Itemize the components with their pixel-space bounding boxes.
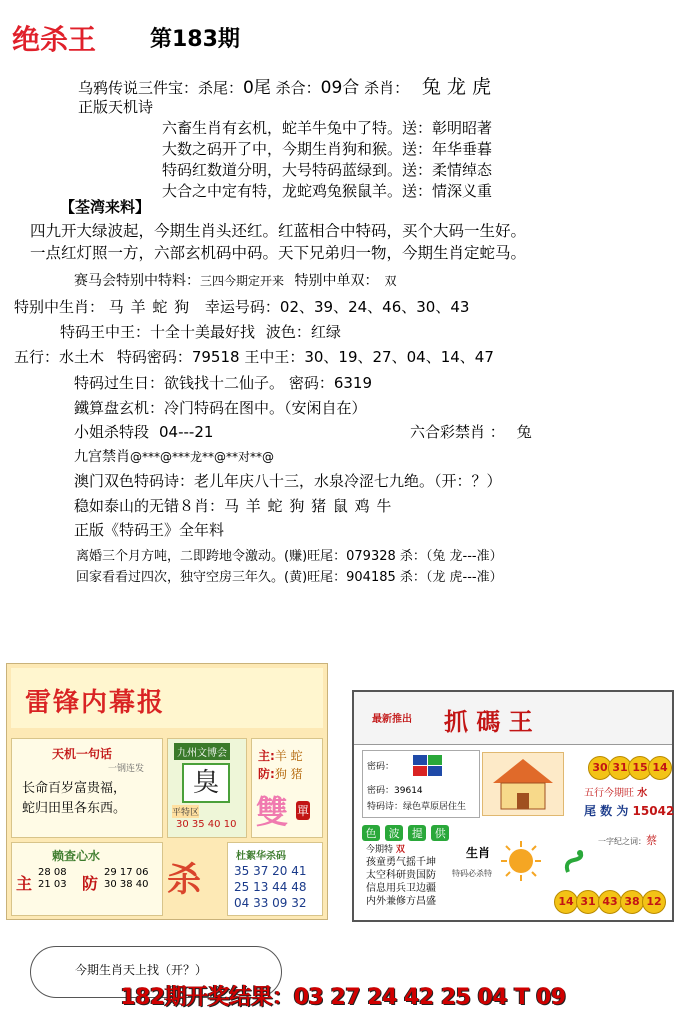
fang-line: 防:狗 猪: [258, 767, 303, 781]
wencuo-line: 稳如泰山的无错８肖：马 羊 蛇 狗 猪 鼠 鸡 牛: [74, 497, 393, 515]
yiju-zhuama: 一字纪之词：蔡: [598, 834, 657, 847]
saima-line: 赛马会特别中特料：三四今期定开来 特别中单双： 双: [74, 273, 397, 289]
yiju-label: 天机一句话: [52, 747, 113, 761]
zhuama-poem: 孩童勇气摇千坤 太空科研贵国防 信息用兵卫边疆 内外兼修方昌盛: [366, 857, 436, 907]
color-tags: 色 波 提 供: [362, 822, 449, 841]
bag-label: 九州文博会: [174, 743, 230, 760]
ball-top-1: 30: [588, 756, 612, 780]
sun-icon: [500, 840, 542, 882]
wuxing-line: 五行：水土木 特码密码：79518 王中王：30、19、27、04、14、47: [14, 348, 494, 366]
tiesuan-line: 鐵算盘玄机：冷门特码在图中。（安闲自在）: [74, 399, 367, 417]
ball-bottom-3: 43: [598, 890, 622, 914]
taiwan-label: 【荃湾来料】: [60, 198, 151, 216]
tebie-shengxiao-line: 特别中生肖： 马 羊 蛇 狗 幸运号码：02、39、24、46、30、43: [14, 298, 470, 316]
shama-box: [227, 842, 323, 916]
leifeng-title: 雷锋内幕报: [25, 688, 166, 718]
birthday-line: 特码过生日：欲钱找十二仙子。 密码：6319: [74, 374, 373, 392]
fang2-nums: 29 17 06 30 38 40: [104, 867, 149, 890]
dan-tag: 單: [296, 801, 310, 820]
lihun-lines: 离婚三个月方吨，二即跨地令激动。(赚)旺尾：079328 杀：（兔 龙---准） 回家看看过四次，独守空房三年久。(黄)旺尾：904185 杀：（龙 虎---准）: [76, 549, 503, 585]
xiaojie-line: 小姐杀特段 04---21: [74, 423, 214, 441]
big-char: 臭: [182, 763, 230, 803]
ball-top-4: 14: [648, 756, 672, 780]
shama-rows: 35 37 20 41 25 13 44 48 04 33 09 32: [234, 864, 307, 910]
liuhe-jinxiao: 六合彩禁肖 ： 兔: [410, 423, 532, 441]
shama-label: 杜絮华杀码: [236, 851, 286, 862]
jiugong-line: 九宫禁肖@***@***龙**@**对**@: [74, 449, 275, 465]
mima-box: [362, 750, 480, 818]
leifeng-header: [11, 668, 323, 728]
tianji-poem: 六畜生肖有玄机，蛇羊牛兔中了特。送：彰明昭著 大数之码开了中，今期生肖狗和猴。送：年华垂暮 特码红数道分明，大号特码蓝绿到。送：柔情绰态 大合之中定有特，龙蛇鸡兔猴鼠羊。送：情深义重: [162, 119, 493, 200]
ball-bottom-5: 12: [642, 890, 666, 914]
danshuang-line: 今期特 双: [366, 845, 405, 855]
illustration-image: [482, 752, 564, 816]
zhuama-title: 抓 碼 王: [444, 707, 533, 736]
xinshui-box: [11, 842, 163, 916]
mima-value-line: 密码：39614: [367, 786, 423, 796]
ball-top-3: 15: [628, 756, 652, 780]
wuya-line: 乌鸦传说三件宝：杀尾：0尾 杀合：09合 杀肖： 兔 龙 虎: [78, 76, 491, 98]
zhu2-char: 主: [16, 874, 33, 893]
yiju-sign: 一钢连发: [108, 764, 145, 774]
cloud-text: 今期生肖天上找（开？）: [75, 963, 208, 977]
ball-top-2: 31: [608, 756, 632, 780]
quannian-label: 正版《特码王》全年料: [74, 521, 225, 539]
zhuama-panel: [352, 690, 674, 922]
bag-box: [167, 738, 247, 838]
draw-result: 182期开奖结果：03 27 24 42 25 04 T 09: [120, 985, 566, 1010]
sha-char: 杀: [167, 860, 201, 900]
snake-icon: [562, 848, 592, 878]
ball-bottom-2: 31: [576, 890, 600, 914]
pingte-nums: 30 35 40 10: [176, 819, 237, 830]
fang2-char: 防: [82, 874, 99, 893]
aomen-line: 澳门双色特码诗：老儿年庆八十三，水泉冷涩七九绝。（开：？）: [74, 472, 502, 490]
zhufang-box: [251, 738, 323, 838]
leifeng-panel: [6, 663, 328, 920]
mima-label: 密码：: [367, 762, 395, 772]
shuang-char: 雙: [256, 793, 289, 831]
wangzhong-line: 特码王中王：十全十美最好找 波色：红绿: [60, 323, 341, 341]
taiwan-poem: 四九开大绿波起，今期生肖头还红。红蓝相合中特码，买个大码一生好。 一点红灯照一方，六部玄机码中码。天下兄弟归一物，今期生肖定蛇马。: [30, 222, 527, 262]
zhu-line: 主:羊 蛇: [258, 749, 303, 763]
shengxiao-label: 生肖: [466, 846, 491, 860]
zhuama-header: [354, 692, 672, 745]
wuxing-wang: 五行今期旺 水: [584, 788, 648, 799]
weishu-line: 尾 数 为 15042: [584, 804, 675, 818]
tianji-label: 正版天机诗: [78, 98, 154, 116]
ball-bottom-1: 14: [554, 890, 578, 914]
yiju-box: [11, 738, 163, 838]
logo-icon: [413, 755, 443, 777]
ball-bottom-4: 38: [620, 890, 644, 914]
zhu2-nums: 28 08 21 03: [38, 867, 67, 890]
issue-number: 第183期: [150, 27, 240, 52]
xinshui-label: 赖查心水: [52, 849, 101, 863]
tema-line: 特码诗：绿色草原居住生: [367, 802, 467, 812]
pingte-label: 平特区: [172, 805, 199, 818]
page-title: 绝杀王: [12, 23, 97, 56]
yiju-poem: 长命百岁富贵福， 蛇归田里各东西。: [22, 781, 127, 816]
zhuama-tag: 最新推出: [372, 714, 412, 725]
tezhuan-label: 特码必杀特: [452, 869, 492, 878]
